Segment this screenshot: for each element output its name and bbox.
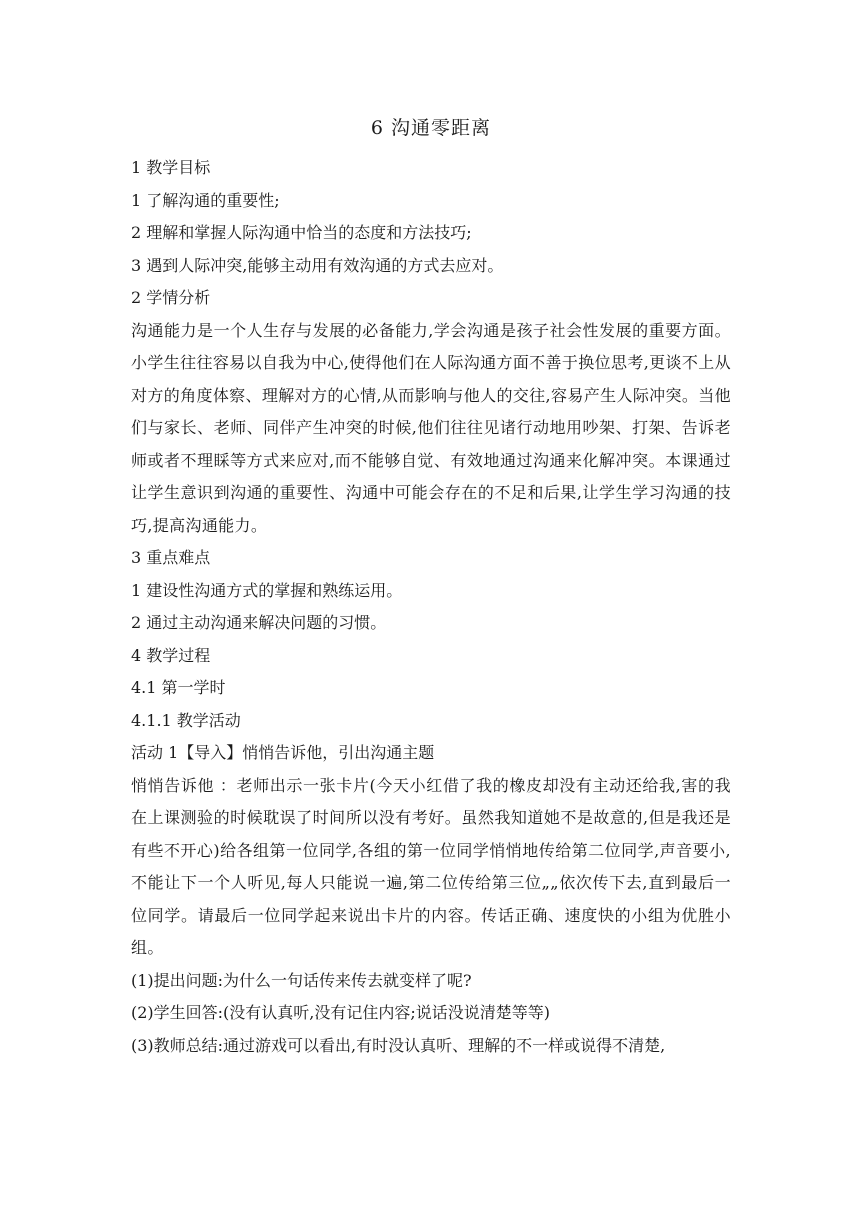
section-heading-teaching-process: 4 教学过程 <box>131 645 211 665</box>
question-item-3: (3)教师总结:通过游戏可以看出,有时没认真听、理解的不一样或说得不清楚, <box>131 1035 666 1055</box>
activity-description-paragraph: 悄悄告诉他 ：老师出示一张卡片(今天小红借了我的橡皮却没有主动还给我,害的我在上课测验的时候耽误了时间所以没有考好。虽然我知道她不是故意的,但是我还是有些不开心)给各组第一位同学,各组的第一位同学悄悄地传给第二位同学,声音要小,不能让下一个人听见,每人只能说一遍,第二位传给第三位„„依次传下去,直到最后一位同学。请最后一位同学起来说出卡片的内容。传话正确、速度快的小组为优胜小组。 <box>131 775 731 957</box>
student-analysis-paragraph: 沟通能力是一个人生存与发展的必备能力,学会沟通是孩子社会性发展的重要方面。小学生往往容易以自我为中心,使得他们在人际沟通方面不善于换位思考,更谈不上从对方的角度体察、理解对方的心情,从而影响与他人的交往,容易产生人际冲突。当他们与家长、老师、同伴产生冲突的时候,他们往往见诸行动地用吵架、打架、告诉老师或者不理睬等方式来应对,而不能够自觉、有效地通过沟通来化解冲突。本课通过让学生意识到沟通的重要性、沟通中可能会存在的不足和后果,让学生学习沟通的技巧,提高沟通能力。 <box>131 320 731 535</box>
section-heading-teaching-goals: 1 教学目标 <box>131 158 211 177</box>
question-item-1: (1)提出问题:为什么一句话传来传去就变样了呢? <box>131 970 472 990</box>
key-point-item-2: 2 通过主动沟通来解决问题的习惯。 <box>131 613 387 632</box>
goal-item-2: 2 理解和掌握人际沟通中恰当的态度和方法技巧; <box>131 223 472 242</box>
key-point-item-1: 1 建设性沟通方式的掌握和熟练运用。 <box>131 580 403 600</box>
activity-title: 活动 1【导入】悄悄告诉他，引出沟通主题 <box>131 743 435 762</box>
subsection-teaching-activity: 4.1.1 教学活动 <box>131 710 241 730</box>
goal-item-3: 3 遇到人际冲突,能够主动用有效沟通的方式去应对。 <box>131 255 504 275</box>
section-heading-key-points: 3 重点难点 <box>131 548 211 567</box>
question-item-2: (2)学生回答:(没有认真听,没有记住内容;说话没说清楚等等) <box>131 1003 551 1022</box>
document-title: 6 沟通零距离 <box>370 117 492 139</box>
section-heading-student-analysis: 2 学情分析 <box>131 288 211 307</box>
subsection-first-period: 4.1 第一学时 <box>131 678 226 697</box>
goal-item-1: 1 了解沟通的重要性; <box>131 190 280 210</box>
document-page <box>131 110 731 1062</box>
